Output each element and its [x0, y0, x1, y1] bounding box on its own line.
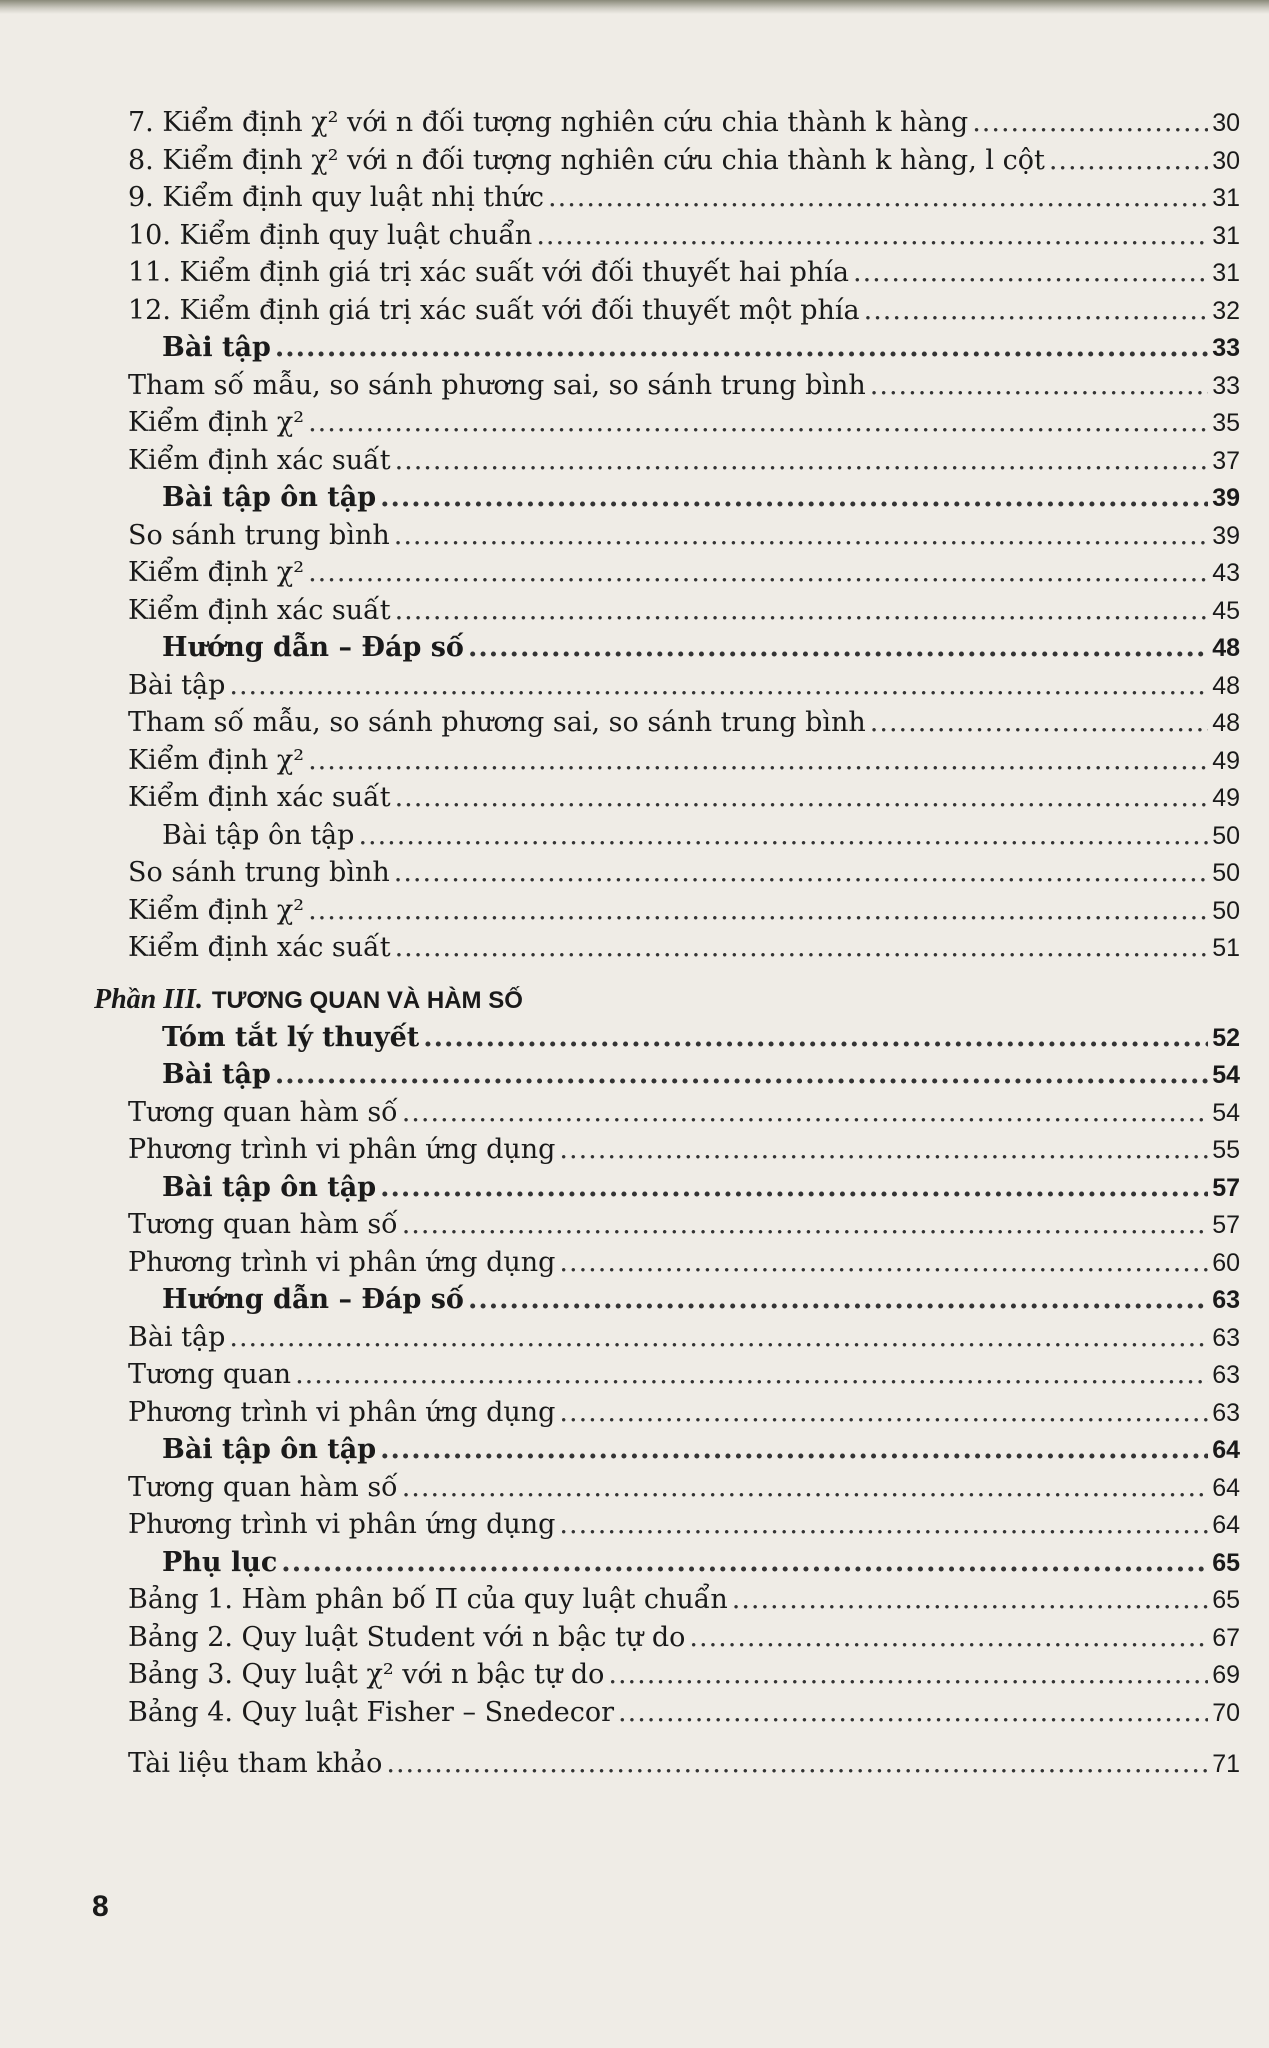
toc-entry-page: 37	[1212, 446, 1240, 475]
toc-entry-page: 49	[1212, 784, 1240, 812]
leader-dots	[402, 1094, 1208, 1132]
toc-entry-label: 11. Kiểm định giá trị xác suất với đối thuyết hai phía	[128, 257, 850, 288]
toc-entry	[128, 779, 1240, 817]
part-heading	[94, 979, 1240, 1019]
toc-entry	[128, 142, 1240, 180]
toc-entry-label: Bảng 2. Quy luật Student với n bậc tự do	[128, 1621, 686, 1653]
leader-dots	[689, 1619, 1208, 1657]
leader-dots	[386, 1745, 1208, 1783]
leader-dots	[853, 254, 1208, 292]
leader-dots	[608, 1656, 1208, 1694]
toc-entry	[128, 1019, 1240, 1057]
toc-entry	[128, 892, 1240, 930]
toc-entry-page: 63	[1212, 1398, 1240, 1427]
toc-entry-page: 67	[1212, 1623, 1240, 1652]
toc-entry-page: 31	[1212, 184, 1240, 212]
leader-dots	[402, 1469, 1208, 1507]
toc-entry-page: 57	[1212, 1173, 1240, 1202]
toc-entry	[128, 1206, 1240, 1244]
toc-entry-label: Bài tập ôn tập	[162, 1171, 377, 1203]
toc-entry	[128, 704, 1240, 742]
toc-entry	[128, 817, 1240, 855]
page-number: 8	[92, 1890, 109, 1923]
toc-entry-label: Bảng 4. Quy luật Fisher – Snedecor	[128, 1696, 615, 1728]
toc-entry-label: Bảng 1. Hàm phân bố Π của quy luật chuẩn	[128, 1584, 728, 1615]
toc-entry-label: Tương quan hàm số	[128, 1096, 398, 1128]
toc-entry-label: Bài tập	[128, 1321, 226, 1353]
toc-entry	[128, 1656, 1240, 1694]
toc-entry-label: 8. Kiểm định χ² với n đối tượng nghiên cứu chia thành k hàng, l cột	[128, 144, 1045, 176]
toc-entry-label: Tương quan hàm số	[128, 1209, 398, 1240]
toc-entry	[128, 329, 1240, 367]
toc-entry	[128, 667, 1240, 705]
leader-dots	[402, 1206, 1208, 1244]
toc-entry	[128, 1356, 1240, 1394]
leader-dots	[295, 1356, 1208, 1394]
toc-entry	[128, 1694, 1240, 1732]
toc-entry-page: 50	[1212, 896, 1240, 925]
toc-entry-page: 55	[1212, 1136, 1240, 1164]
toc-entry	[128, 1169, 1240, 1207]
toc-entry-page: 54	[1212, 1098, 1240, 1127]
toc-entry-label: Bài tập ôn tập	[162, 482, 377, 513]
toc-entry-page: 39	[1212, 521, 1240, 550]
toc-entry-page: 50	[1212, 859, 1240, 887]
toc-entry-label: Bài tập	[162, 1059, 271, 1090]
toc-entry	[128, 179, 1240, 217]
toc-entry-page: 70	[1212, 1698, 1240, 1727]
leader-dots	[275, 329, 1208, 367]
leader-dots	[468, 1281, 1208, 1319]
leader-dots	[275, 1056, 1208, 1094]
leader-dots	[618, 1694, 1208, 1732]
leader-dots	[380, 1169, 1208, 1207]
toc-entry-label: 7. Kiểm định χ² với n đối tượng nghiên cứu chia thành k hàng	[128, 107, 969, 138]
leader-dots	[395, 592, 1209, 630]
toc-entry-page: 48	[1212, 634, 1240, 662]
toc-entry-page: 52	[1212, 1023, 1240, 1052]
toc-entry-label: Bảng 3. Quy luật χ² với n bậc tự do	[128, 1659, 605, 1690]
leader-dots	[559, 1244, 1208, 1282]
toc-entry-label: Kiểm định χ²	[128, 557, 305, 588]
toc-entry-page: 65	[1212, 1548, 1240, 1577]
toc-entry-page: 63	[1212, 1361, 1240, 1389]
toc-entry-label: So sánh trung bình	[128, 857, 390, 888]
toc-entry-page: 63	[1212, 1323, 1240, 1352]
toc-entry-page: 60	[1212, 1248, 1240, 1277]
toc-entry-page: 54	[1212, 1061, 1240, 1089]
toc-entry-label: Kiểm định xác suất	[128, 782, 391, 813]
toc-entry-label: Phụ lục	[162, 1546, 278, 1578]
toc-entry-label: Bài tập ôn tập	[162, 819, 355, 851]
toc-entry-label: Phương trình vi phân ứng dụng	[128, 1509, 556, 1540]
leader-dots	[281, 1544, 1208, 1582]
leader-dots	[229, 667, 1208, 705]
toc-entry-page: 48	[1212, 671, 1240, 700]
leader-dots	[864, 292, 1209, 330]
toc-entry-page: 64	[1212, 1473, 1240, 1502]
toc-entry-page: 65	[1212, 1586, 1240, 1614]
toc-entry-label: Phương trình vi phân ứng dụng	[128, 1396, 556, 1428]
toc-entry	[128, 554, 1240, 592]
toc-entry-label: Kiểm định χ²	[128, 407, 305, 438]
toc-entry-references	[128, 1745, 1240, 1783]
leader-dots	[308, 554, 1208, 592]
toc-entry	[128, 1394, 1240, 1432]
toc-entry	[128, 292, 1240, 330]
toc-entry-label: Kiểm định xác suất	[128, 444, 391, 476]
toc-entry	[128, 742, 1240, 780]
toc-entry	[128, 1619, 1240, 1657]
toc-entry	[128, 479, 1240, 517]
leader-dots	[395, 929, 1209, 967]
leader-dots	[559, 1131, 1208, 1169]
toc-entry-page: 63	[1212, 1286, 1240, 1314]
leader-dots	[308, 404, 1208, 442]
leader-dots	[395, 779, 1209, 817]
toc-entry	[128, 1319, 1240, 1357]
toc-entry	[128, 929, 1240, 967]
toc-entry	[128, 1469, 1240, 1507]
toc-entry-label: Tương quan hàm số	[128, 1471, 398, 1503]
toc-entry-page: 43	[1212, 559, 1240, 587]
toc-entry-page: 33	[1212, 334, 1240, 362]
toc-entry-label: Tóm tắt lý thuyết	[162, 1021, 420, 1053]
leader-dots	[358, 817, 1208, 855]
toc-list-part-2	[128, 104, 1240, 967]
toc-entry-label: Hướng dẫn – Đáp số	[162, 1284, 464, 1315]
page-edge-shadow	[0, 0, 1269, 14]
toc-entry	[128, 404, 1240, 442]
toc-entry-label: Hướng dẫn – Đáp số	[162, 632, 464, 663]
toc-entry-page: 49	[1212, 746, 1240, 775]
leader-dots	[972, 104, 1208, 142]
toc-entry-page: 30	[1212, 146, 1240, 175]
leader-dots	[468, 629, 1208, 667]
toc-entry	[128, 517, 1240, 555]
toc-entry	[128, 592, 1240, 630]
leader-dots	[395, 442, 1209, 480]
leader-dots	[548, 179, 1208, 217]
toc-entry	[128, 367, 1240, 405]
toc-entry-label: Bài tập	[162, 332, 271, 363]
toc-entry	[128, 1431, 1240, 1469]
toc-entry-label: Tương quan	[128, 1359, 292, 1390]
toc-entry	[128, 1506, 1240, 1544]
toc-entry-page: 64	[1212, 1511, 1240, 1539]
toc-entry-label: So sánh trung bình	[128, 519, 390, 551]
leader-dots	[732, 1581, 1208, 1619]
leader-dots	[536, 217, 1208, 255]
toc-entry-page: 48	[1212, 709, 1240, 737]
leader-dots	[380, 479, 1208, 517]
leader-dots	[870, 704, 1208, 742]
toc-entry-page: 50	[1212, 821, 1240, 850]
leader-dots	[394, 517, 1208, 555]
toc-entry-label: Phương trình vi phân ứng dụng	[128, 1134, 556, 1165]
toc-page	[94, 104, 1240, 1783]
toc-entry-label: Bài tập ôn tập	[162, 1434, 377, 1465]
toc-entry-label: Bài tập	[128, 669, 226, 701]
toc-entry-page: 69	[1212, 1661, 1240, 1689]
toc-entry-page: 31	[1212, 259, 1240, 287]
toc-entry-page: 57	[1212, 1211, 1240, 1239]
toc-entry	[128, 104, 1240, 142]
toc-entry-page: 35	[1212, 409, 1240, 437]
leader-dots	[559, 1394, 1208, 1432]
toc-entry-label: Tham số mẫu, so sánh phương sai, so sánh trung bình	[128, 369, 866, 401]
leader-dots	[870, 367, 1208, 405]
toc-entry-label: 10. Kiểm định quy luật chuẩn	[128, 219, 533, 251]
toc-entry-label: Kiểm định xác suất	[128, 932, 391, 963]
toc-entry-label: 9. Kiểm định quy luật nhị thức	[128, 182, 545, 213]
spacer	[128, 1731, 1240, 1745]
toc-list-part-3	[128, 1019, 1240, 1732]
leader-dots	[559, 1506, 1208, 1544]
toc-entry	[128, 1094, 1240, 1132]
leader-dots	[423, 1019, 1208, 1057]
toc-entry-page: 71	[1212, 1750, 1240, 1778]
toc-entry	[128, 854, 1240, 892]
leader-dots	[1049, 142, 1208, 180]
toc-entry	[128, 1281, 1240, 1319]
toc-entry-page: 45	[1212, 596, 1240, 625]
toc-entry-label: 12. Kiểm định giá trị xác suất với đối thuyết một phía	[128, 294, 860, 326]
leader-dots	[308, 892, 1208, 930]
toc-entry-label: Kiểm định χ²	[128, 744, 305, 776]
toc-entry	[128, 1581, 1240, 1619]
toc-entry	[128, 629, 1240, 667]
toc-entry-label: Phương trình vi phân ứng dụng	[128, 1246, 556, 1278]
toc-entry-page: 31	[1212, 221, 1240, 250]
toc-entry-page: 33	[1212, 371, 1240, 400]
toc-entry	[128, 442, 1240, 480]
part-prefix: Phần III.	[94, 983, 203, 1015]
toc-entry-label: Tham số mẫu, so sánh phương sai, so sánh trung bình	[128, 707, 866, 738]
toc-entry-label: Kiểm định χ²	[128, 894, 305, 926]
toc-entry	[128, 1544, 1240, 1582]
leader-dots	[229, 1319, 1208, 1357]
toc-entry-page: 39	[1212, 484, 1240, 512]
leader-dots	[394, 854, 1208, 892]
leader-dots	[308, 742, 1208, 780]
toc-entry-page: 30	[1212, 109, 1240, 137]
leader-dots	[380, 1431, 1208, 1469]
toc-entry-page: 64	[1212, 1436, 1240, 1464]
part-title: TƯƠNG QUAN VÀ HÀM SỐ	[211, 986, 523, 1014]
toc-entry	[128, 217, 1240, 255]
toc-entry-label: Tài liệu tham khảo	[128, 1748, 383, 1779]
toc-entry	[128, 1056, 1240, 1094]
toc-entry	[128, 1131, 1240, 1169]
toc-entry	[128, 1244, 1240, 1282]
toc-entry-page: 51	[1212, 934, 1240, 962]
toc-entry-page: 32	[1212, 296, 1240, 325]
toc-entry-label: Kiểm định xác suất	[128, 594, 391, 626]
toc-entry	[128, 254, 1240, 292]
